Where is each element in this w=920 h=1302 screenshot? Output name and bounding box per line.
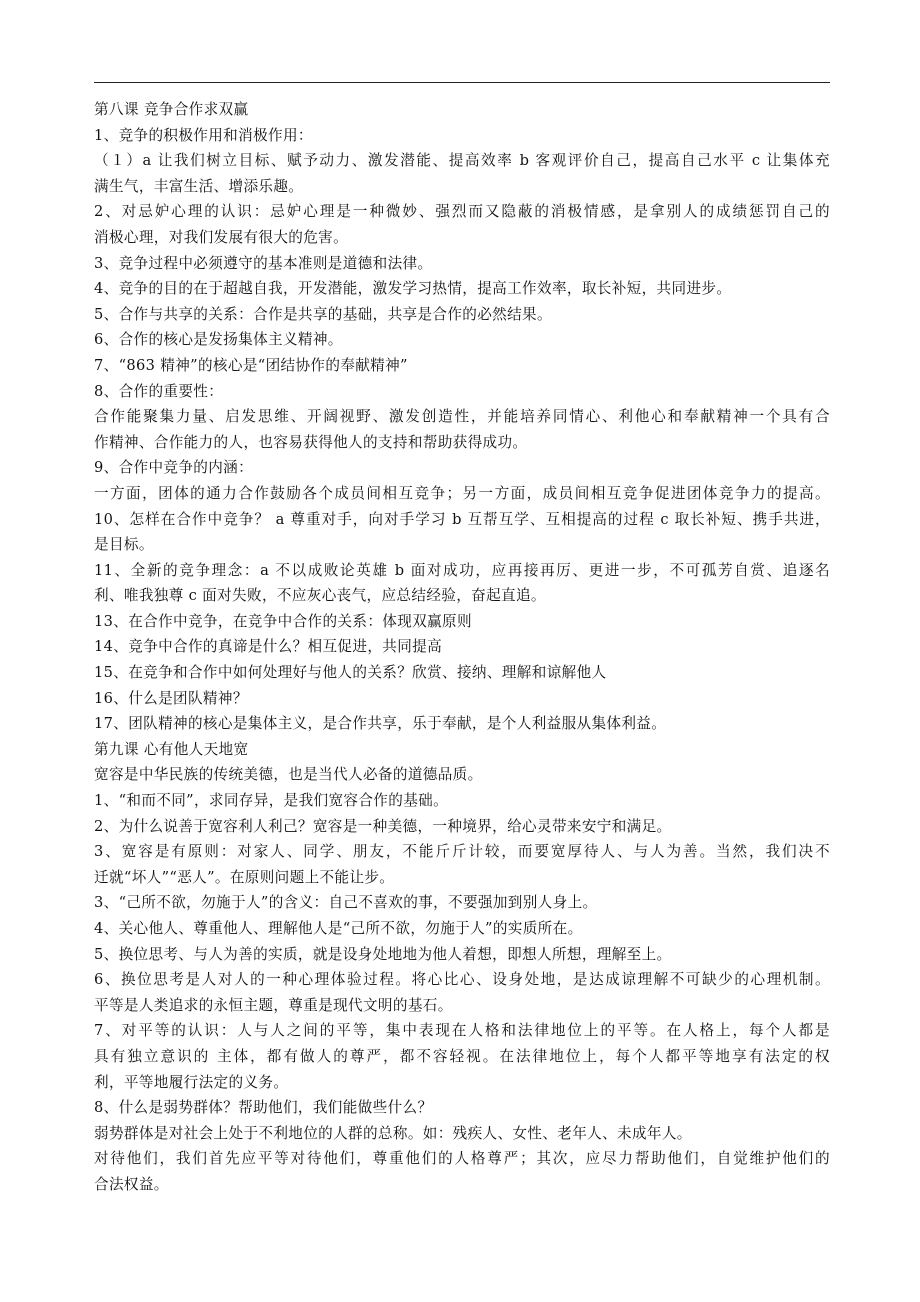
text-line: 4、竞争的目的在于超越自我，开发潜能，激发学习热情，提高工作效率，取长补短，共同进步。 bbox=[94, 280, 732, 298]
text-line: 消极心理，对我们发展有很大的危害。 bbox=[94, 228, 349, 246]
text-line: 对待他们，我们首先应平等对待他们，尊重他们的人格尊严；其次，应尽力帮助他们，自觉维护他们的 bbox=[94, 1150, 830, 1168]
text-line: 17、团队精神的核心是集体主义，是合作共享，乐于奉献，是个人利益服从集体利益。 bbox=[94, 715, 667, 733]
document-body bbox=[94, 97, 830, 1198]
text-line: 13、在合作中竞争，在竞争中合作的关系：体现双赢原则 bbox=[94, 612, 472, 630]
text-line: 是目标。 bbox=[94, 536, 154, 554]
text-line: 具有独立意识的 主体，都有做人的尊严，都不容轻视。在法律地位上，每个人都平等地享有法定的权 bbox=[94, 1047, 830, 1065]
text-line: 利，平等地履行法定的义务。 bbox=[94, 1073, 289, 1091]
document-page bbox=[94, 82, 830, 1198]
text-line: 15、在竞争和合作中如何处理好与他人的关系？欣赏、接纳、理解和谅解他人 bbox=[94, 664, 607, 682]
text-line: 合法权益。 bbox=[94, 1175, 169, 1193]
text-line: 1、竞争的积极作用和消极作用： bbox=[94, 126, 313, 144]
text-line: 4、关心他人、尊重他人、理解他人是“己所不欲，勿施于人”的实质所在。 bbox=[94, 920, 583, 937]
text-line: 10、怎样在合作中竞争？ a 尊重对手，向对手学习 b 互帮互学、互相提高的过程 c 取长补短、携手共进， bbox=[94, 510, 830, 528]
text-line: 利、唯我独尊 c 面对失败，不应灰心丧气，应总结经验，奋起直追。 bbox=[94, 587, 546, 605]
header-rule bbox=[94, 82, 830, 83]
text-line: 16、什么是团队精神？ bbox=[94, 689, 248, 707]
text-line: 弱势群体是对社会上处于不利地位的人群的总称。如：残疾人、女性、老年人、未成年人。 bbox=[94, 1124, 692, 1142]
text-line: 11、全新的竞争理念：a 不以成败论英雄 b 面对成功，应再接再厉、更进一步，不可孤芳自赏、追逐名 bbox=[94, 561, 830, 579]
text-line: 7、对平等的认识：人与人之间的平等，集中表现在人格和法律地位上的平等。在人格上，每个人都是 bbox=[94, 1022, 830, 1040]
text-line: 3、竞争过程中必须遵守的基本准则是道德和法律。 bbox=[94, 254, 433, 272]
text-line: 平等是人类追求的永恒主题，尊重是现代文明的基石。 bbox=[94, 996, 453, 1014]
text-line: 14、竞争中合作的真谛是什么？相互促进，共同提高 bbox=[94, 638, 443, 656]
text-line: 2、为什么说善于宽容利人利己？宽容是一种美德，一种境界，给心灵带来安宁和满足。 bbox=[94, 817, 672, 835]
text-line: 6、换位思考是人对人的一种心理体验过程。将心比心、设身处地，是达成谅理解不可缺少的心理机制。 bbox=[94, 971, 830, 989]
text-line: 6、合作的核心是发扬集体主义精神。 bbox=[94, 331, 343, 349]
text-line: 迁就“坏人”“恶人”。在原则问题上不能让步。 bbox=[94, 868, 395, 886]
text-line: 1、“和而不同”，求同存异，是我们宽容合作的基础。 bbox=[94, 792, 449, 810]
text-line: 5、换位思考、与人为善的实质，就是设身处地地为他人着想，即想人所想，理解至上。 bbox=[94, 945, 672, 963]
text-line: 8、什么是弱势群体？帮助他们，我们能做些什么？ bbox=[94, 1099, 433, 1117]
text-line: 满生气，丰富生活、增添乐趣。 bbox=[94, 177, 304, 195]
text-line: 合作能聚集力量、启发思维、开阔视野、激发创造性，并能培养同情心、利他心和奉献精神一个具有合 bbox=[94, 408, 830, 426]
text-line: 3、宽容是有原则：对家人、同学、朋友，不能斤斤计较，而要宽厚待人、与人为善。当然，我们决不 bbox=[94, 843, 830, 861]
text-line: 8、合作的重要性： bbox=[94, 382, 224, 400]
text-line: 5、合作与共享的关系：合作是共享的基础，共享是合作的必然结果。 bbox=[94, 305, 552, 323]
text-line: （１）a 让我们树立目标、赋予动力、激发潜能、提高效率 b 客观评价自己，提高自己水平 c 让集体充 bbox=[94, 152, 830, 170]
text-line: 3、“己所不欲，勿施于人”的含义：自己不喜欢的事，不要强加到别人身上。 bbox=[94, 894, 598, 912]
text-line: 第八课 竞争合作求双赢 bbox=[94, 101, 249, 118]
text-line: 一方面，团体的通力合作鼓励各个成员间相互竞争；另一方面，成员间相互竞争促进团体竞争力的提高。 bbox=[94, 484, 830, 502]
text-line: 第九课 心有他人天地宽 bbox=[94, 740, 249, 758]
text-line: 7、“863 精神”的核心是“团结协作的奉献精神” bbox=[94, 356, 408, 374]
text-line: 作精神、合作能力的人，也容易获得他人的支持和帮助获得成功。 bbox=[94, 433, 528, 451]
text-line: 9、合作中竞争的内涵： bbox=[94, 459, 254, 477]
text-line: 宽容是中华民族的传统美德，也是当代人必备的道德品质。 bbox=[94, 766, 483, 784]
text-line: 2、对忌妒心理的认识：忌妒心理是一种微妙、强烈而又隐蔽的消极情感，是拿别人的成绩惩罚自己的 bbox=[94, 203, 830, 221]
